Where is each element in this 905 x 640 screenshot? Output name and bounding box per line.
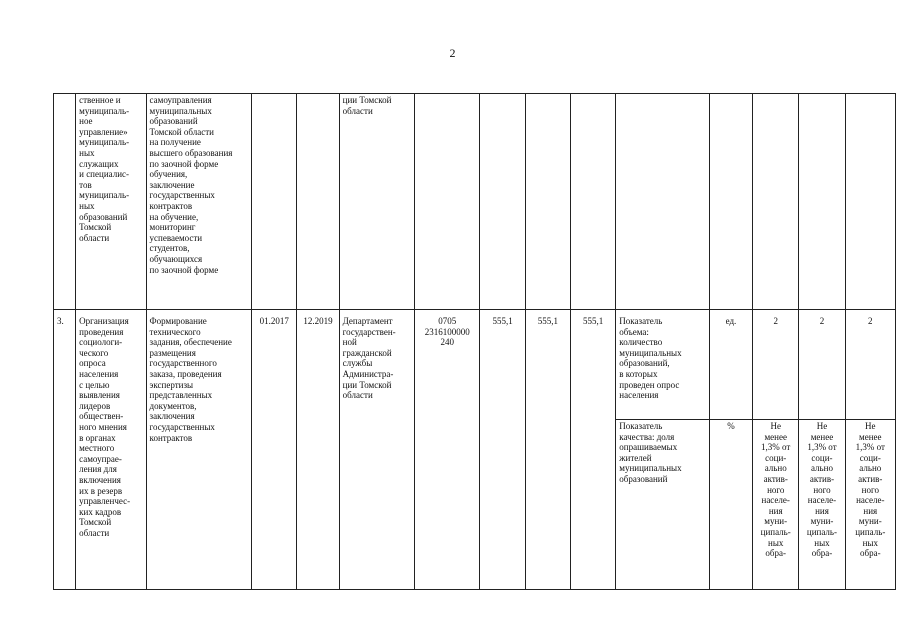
cell-value-3 [845,94,895,310]
cell-value-2017: 2 [753,310,799,420]
cell-number: 3. [54,310,76,590]
cell-kbk [415,94,480,310]
cell-unit-quality: % [709,420,752,590]
cell-activity-name: ственное и муниципаль- ное управление» муниципаль- ных служащих и специалис- тов муниципаль- ных образований Томской области [76,94,146,310]
table-row-3 [54,310,896,420]
cell-indicator-volume: Показатель объема: количество муниципальных образований, в которых проведен опрос населения [616,310,710,420]
cell-sum-3 [571,94,616,310]
cell-sum-1 [480,94,525,310]
cell-executor: ции Томской области [339,94,414,310]
page-number: 2 [449,46,456,60]
cell-value-2019: 2 [845,310,895,420]
cell-activity-name: Организация проведения социологи- ческого опроса населения с целью выявления лидеров обществен- ного мнения в органах местного самоупрае- ления для включения их в резерв управленчес- ких кадров Томской области [76,310,146,590]
cell-kbk: 0705 2316100000 240 [415,310,480,590]
cell-unit-volume: ед. [709,310,752,420]
cell-number [54,94,76,310]
cell-value-2018: Не менее 1,3% от соци- ально актив- ного населе- ния муни- ципаль- ных обра- [799,420,845,590]
cell-value-2017: Не менее 1,3% от соци- ально актив- ного населе- ния муни- ципаль- ных обра- [753,420,799,590]
cell-indicator-quality: Показатель качества: доля опрашиваемых жителей муниципальных образований [616,420,710,590]
cell-value-1 [753,94,799,310]
cell-sum-2 [525,94,570,310]
cell-end-date: 12.2019 [297,310,339,590]
cell-value-2019: Не менее 1,3% от соци- ально актив- ного населе- ния муни- ципаль- ных обра- [845,420,895,590]
cell-sum-1: 555,1 [480,310,525,590]
cell-sum-3: 555,1 [571,310,616,590]
cell-start-date [252,94,297,310]
cell-sum-2: 555,1 [525,310,570,590]
cell-value-2018: 2 [799,310,845,420]
cell-end-date [297,94,339,310]
cell-activity-content: Формирование технического задания, обеспечение размещения государственного заказа, проведения экспертизы представленных документов, заключения государственных контрактов [146,310,252,590]
activity-table [53,93,896,590]
table-row-continuation [54,94,896,310]
cell-start-date: 01.2017 [252,310,297,590]
cell-executor: Департамент государствен- ной гражданской службы Администра- ции Томской области [339,310,414,590]
cell-unit [709,94,752,310]
cell-value-2 [799,94,845,310]
cell-activity-content: самоуправления муниципальных образований Томской области на получение высшего образования по заочной форме обучения, заключение государственных контрактов на обучение, мониторинг успеваемости студентов, обучающихся по заочной форме [146,94,252,310]
cell-indicator [616,94,710,310]
